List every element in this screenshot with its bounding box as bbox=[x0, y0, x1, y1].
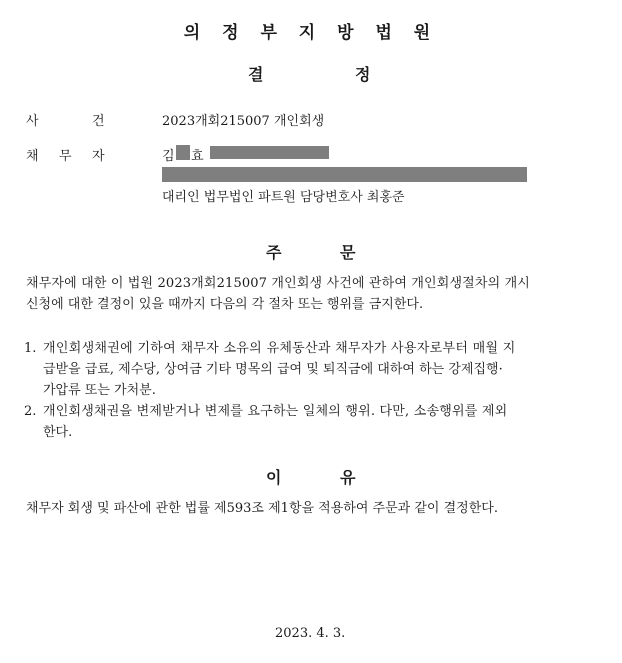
order-heading-char-1: 주 bbox=[266, 243, 282, 262]
reason-text: 채무자 회생 및 파산에 관한 법률 제593조 제1항을 적용하여 주문과 같이 결정한다. bbox=[26, 501, 498, 516]
order-item-1-line-1: 개인회생채권에 기하여 채무자 소유의 유체동산과 채무자가 사용자로부터 매월 지 bbox=[43, 341, 516, 356]
order-item-2-line-1: 개인회생채권을 변제받거나 변제를 요구하는 일체의 행위. 다만, 소송행위를 제외 bbox=[43, 404, 508, 419]
case-label-char-1: 사 bbox=[26, 114, 39, 129]
order-intro-line-2: 신청에 대한 결정이 있을 때까지 다음의 각 절차 또는 행위를 금지한다. bbox=[26, 297, 424, 312]
decision-date: 2023. 4. 3. bbox=[275, 626, 346, 641]
order-item-1-line-3: 가압류 또는 가처분. bbox=[43, 383, 156, 398]
reason-heading-char-2: 유 bbox=[340, 468, 356, 487]
debtor-agent: 대리인 법무법인 파트원 담당변호사 최홍준 bbox=[162, 190, 405, 205]
order-intro-line-1: 채무자에 대한 이 법원 2023개회215007 개인회생 사건에 관하여 개인회생절차의 개시 bbox=[26, 276, 530, 291]
debtor-label-char-3: 자 bbox=[92, 149, 105, 164]
redacted-address-block bbox=[162, 167, 527, 182]
document-title bbox=[248, 62, 371, 85]
order-item-1-line-2: 급받을 급료, 제수당, 상여금 기타 명목의 급여 및 퇴직금에 대하여 하는 강제집행· bbox=[43, 362, 503, 377]
debtor-name-prefix: 김 bbox=[162, 149, 175, 164]
debtor-label-char-1: 채 bbox=[26, 149, 39, 164]
debtor-name-suffix: 효 bbox=[191, 149, 204, 164]
document-title-char-2: 정 bbox=[355, 65, 371, 84]
order-item-2-line-2: 한다. bbox=[43, 425, 73, 440]
court-name: 의 정 부 지 방 법 원 bbox=[183, 23, 439, 43]
order-heading-char-2: 문 bbox=[340, 243, 356, 262]
debtor-label-char-2: 무 bbox=[59, 149, 72, 164]
case-label-char-2: 건 bbox=[92, 114, 105, 129]
redacted-name-block bbox=[176, 145, 190, 160]
document-title-char-1: 결 bbox=[248, 65, 264, 84]
case-number: 2023개회215007 개인회생 bbox=[162, 114, 325, 129]
order-item-1-number: 1. bbox=[24, 341, 37, 356]
redacted-info-block bbox=[210, 146, 329, 159]
reason-heading-char-1: 이 bbox=[266, 468, 282, 487]
order-item-2-number: 2. bbox=[24, 404, 37, 419]
